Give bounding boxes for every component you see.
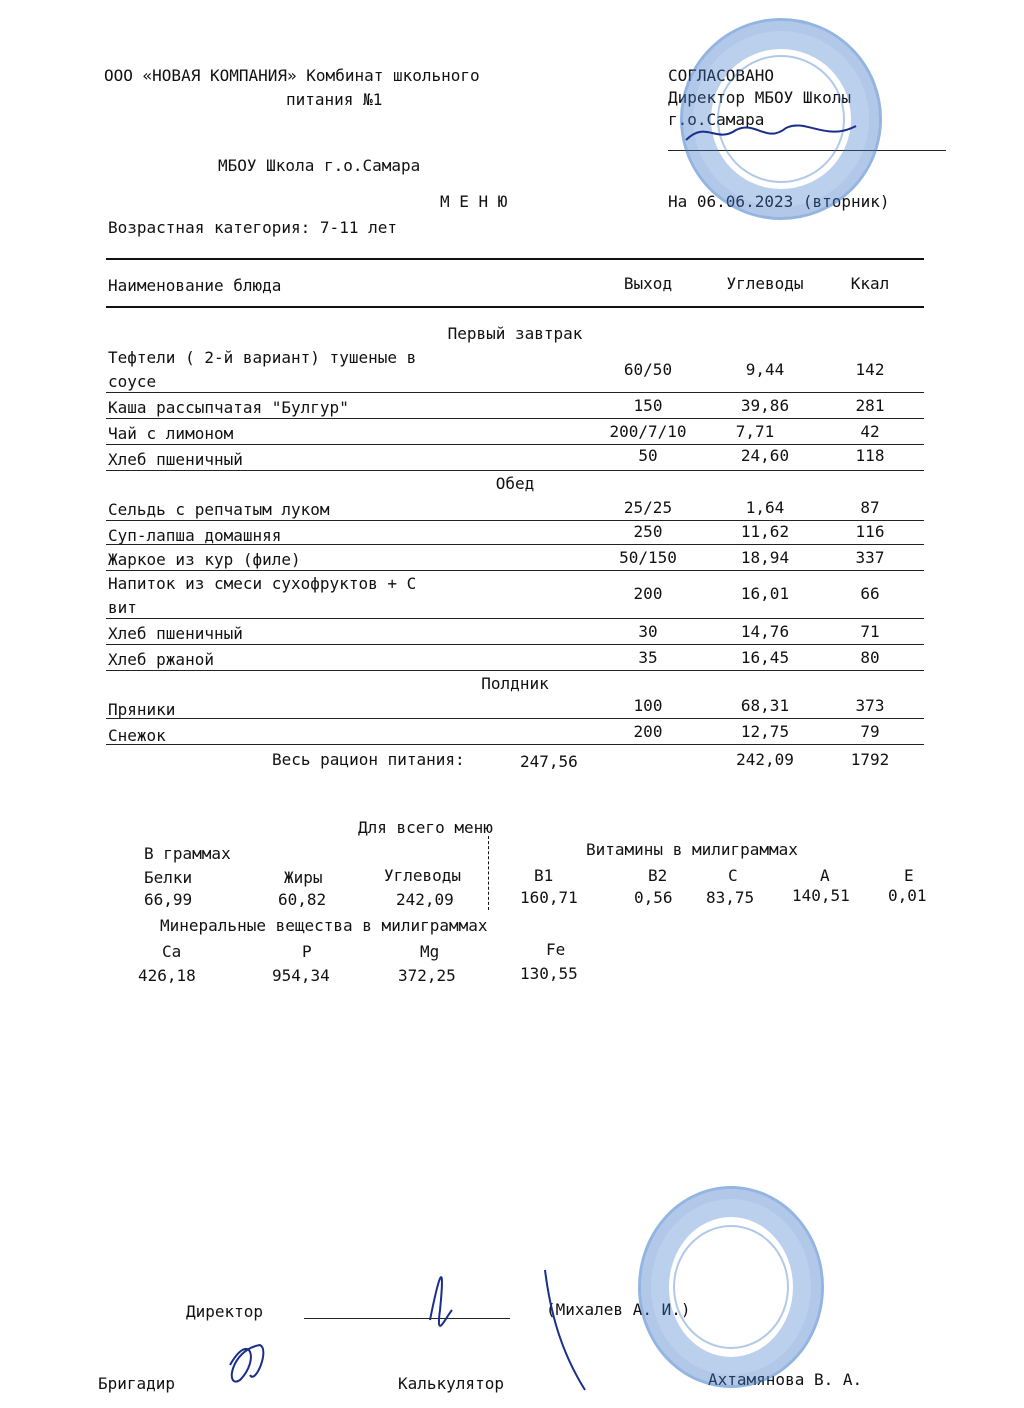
p-label: P — [302, 942, 312, 961]
summary-title: Для всего меню — [358, 818, 493, 837]
dish-output: 200 — [633, 584, 663, 603]
age-category: Возрастная категория: 7-11 лет — [108, 218, 397, 237]
dish-kcal: 71 — [860, 622, 880, 641]
dish-output: 50/150 — [619, 548, 677, 567]
c-value: 83,75 — [706, 888, 755, 907]
menu-title: М Е Н Ю — [440, 192, 508, 211]
row-rule — [106, 644, 924, 645]
a-value: 140,51 — [792, 886, 850, 905]
b1-value: 160,71 — [520, 888, 578, 907]
dish-kcal: 337 — [855, 548, 885, 567]
row-rule — [106, 520, 924, 521]
dish-name: Каша рассыпчатая "Булгур" — [108, 398, 349, 417]
approved-by: Директор МБОУ Школы — [668, 88, 852, 107]
dish-name: Снежок — [108, 726, 166, 745]
p-value: 954,34 — [272, 966, 330, 985]
summary-divider — [488, 836, 489, 910]
table-top-rule — [106, 258, 924, 260]
dish-carbs: 18,94 — [740, 548, 790, 567]
org-name-line1: ООО «НОВАЯ КОМПАНИЯ» Комбинат школьного — [104, 66, 480, 85]
col-header-kcal: Ккал — [850, 274, 890, 293]
approved-city: г.о.Самара — [668, 110, 765, 129]
row-rule — [106, 444, 924, 445]
total-output: 247,56 — [520, 752, 578, 771]
b2-label: B2 — [648, 866, 668, 885]
vitamins-label: Витамины в милиграммах — [586, 840, 798, 859]
dish-carbs: 68,31 — [740, 696, 790, 715]
mg-value: 372,25 — [398, 966, 456, 985]
dish-kcal: 116 — [855, 522, 885, 541]
dish-carbs: 1,64 — [745, 498, 785, 517]
row-rule — [106, 618, 924, 619]
dish-output: 50 — [638, 446, 658, 465]
dish-kcal: 118 — [855, 446, 885, 465]
fats-value: 60,82 — [278, 890, 327, 909]
section-title-lunch: Обед — [495, 474, 535, 493]
dish-carbs: 11,62 — [740, 522, 790, 541]
carbs-label: Углеводы — [384, 866, 462, 885]
dish-output: 100 — [633, 696, 663, 715]
dish-kcal: 79 — [860, 722, 880, 741]
dish-carbs: 12,75 — [740, 722, 790, 741]
dish-output: 200/7/10 — [609, 422, 687, 441]
e-value: 0,01 — [888, 886, 927, 905]
row-rule — [106, 718, 924, 719]
dish-name: Чай с лимоном — [108, 424, 234, 443]
director-name: (Михалев А. И.) — [546, 1300, 691, 1319]
dish-name: Сельдь с репчатым луком — [108, 500, 330, 519]
dish-output: 150 — [633, 396, 663, 415]
dish-output: 200 — [633, 722, 663, 741]
calculator-label: Калькулятор — [398, 1374, 504, 1393]
dish-output: 30 — [638, 622, 658, 641]
grams-label: В граммах — [144, 844, 231, 863]
dish-output: 250 — [633, 522, 663, 541]
company-stamp — [638, 1186, 824, 1388]
a-label: A — [820, 866, 830, 885]
dish-name: Хлеб пшеничный — [108, 624, 243, 643]
dish-kcal: 373 — [855, 696, 885, 715]
dish-name-cont: вит — [108, 598, 137, 617]
ca-value: 426,18 — [138, 966, 196, 985]
dish-kcal: 42 — [860, 422, 880, 441]
approval-signature — [676, 114, 876, 154]
org-name-line2: питания №1 — [286, 90, 383, 109]
dish-kcal: 281 — [855, 396, 885, 415]
dish-name: Тефтели ( 2-й вариант) тушеные в — [108, 348, 417, 367]
section-title-breakfast: Первый завтрак — [447, 324, 583, 343]
dish-name: Хлеб пшеничный — [108, 450, 243, 469]
dish-output: 35 — [638, 648, 658, 667]
dish-name-cont: соусе — [108, 372, 157, 391]
col-header-output: Выход — [623, 274, 673, 293]
dish-kcal: 66 — [860, 584, 880, 603]
table-header-rule — [106, 306, 924, 308]
carbs-value: 242,09 — [396, 890, 454, 909]
col-header-carbs: Углеводы — [726, 274, 804, 293]
dish-name: Суп-лапша домашняя — [108, 526, 282, 545]
row-rule — [106, 570, 924, 571]
row-rule — [106, 418, 924, 419]
total-carbs: 242,09 — [736, 750, 794, 769]
menu-date: На 06.06.2023 (вторник) — [668, 192, 890, 211]
total-kcal: 1792 — [850, 750, 890, 769]
dish-carbs: 16,45 — [740, 648, 790, 667]
dish-name: Жаркое из кур (филе) — [108, 550, 301, 569]
fats-label: Жиры — [284, 868, 323, 887]
dish-carbs: 7,71 — [735, 422, 775, 441]
total-label: Весь рацион питания: — [272, 750, 465, 769]
dish-output: 25/25 — [623, 498, 673, 517]
row-rule — [106, 744, 924, 745]
minerals-label: Минеральные вещества в милиграммах — [160, 916, 488, 935]
row-rule — [106, 392, 924, 393]
row-rule — [106, 470, 924, 471]
fe-label: Fe — [546, 940, 566, 959]
dish-carbs: 39,86 — [740, 396, 790, 415]
approved-label: СОГЛАСОВАНО — [668, 66, 774, 85]
dish-carbs: 14,76 — [740, 622, 790, 641]
row-rule — [106, 670, 924, 671]
ca-label: Ca — [162, 942, 182, 961]
dish-carbs: 24,60 — [740, 446, 790, 465]
dish-kcal: 80 — [860, 648, 880, 667]
dish-carbs: 16,01 — [740, 584, 790, 603]
dish-name: Хлеб ржаной — [108, 650, 214, 669]
fe-value: 130,55 — [520, 964, 578, 983]
handwritten-signatures — [200, 1250, 620, 1400]
proteins-value: 66,99 — [144, 890, 193, 909]
section-title-snack: Полдник — [481, 674, 549, 693]
e-label: E — [904, 866, 914, 885]
dish-kcal: 142 — [855, 360, 885, 379]
col-header-name: Наименование блюда — [108, 276, 282, 295]
dish-kcal: 87 — [860, 498, 880, 517]
dish-output: 60/50 — [623, 360, 673, 379]
b2-value: 0,56 — [634, 888, 673, 907]
dish-name: Пряники — [108, 700, 176, 719]
proteins-label: Белки — [144, 868, 193, 887]
foreman-label: Бригадир — [98, 1374, 176, 1393]
row-rule — [106, 544, 924, 545]
b1-label: B1 — [534, 866, 554, 885]
dish-carbs: 9,44 — [745, 360, 785, 379]
school-name: МБОУ Школа г.о.Самара — [218, 156, 421, 175]
dish-name: Напиток из смеси сухофруктов + С — [108, 574, 417, 593]
mg-label: Mg — [420, 942, 440, 961]
calculator-name: Ахтамянова В. А. — [708, 1370, 863, 1389]
c-label: C — [728, 866, 738, 885]
director-label: Директор — [186, 1302, 264, 1321]
